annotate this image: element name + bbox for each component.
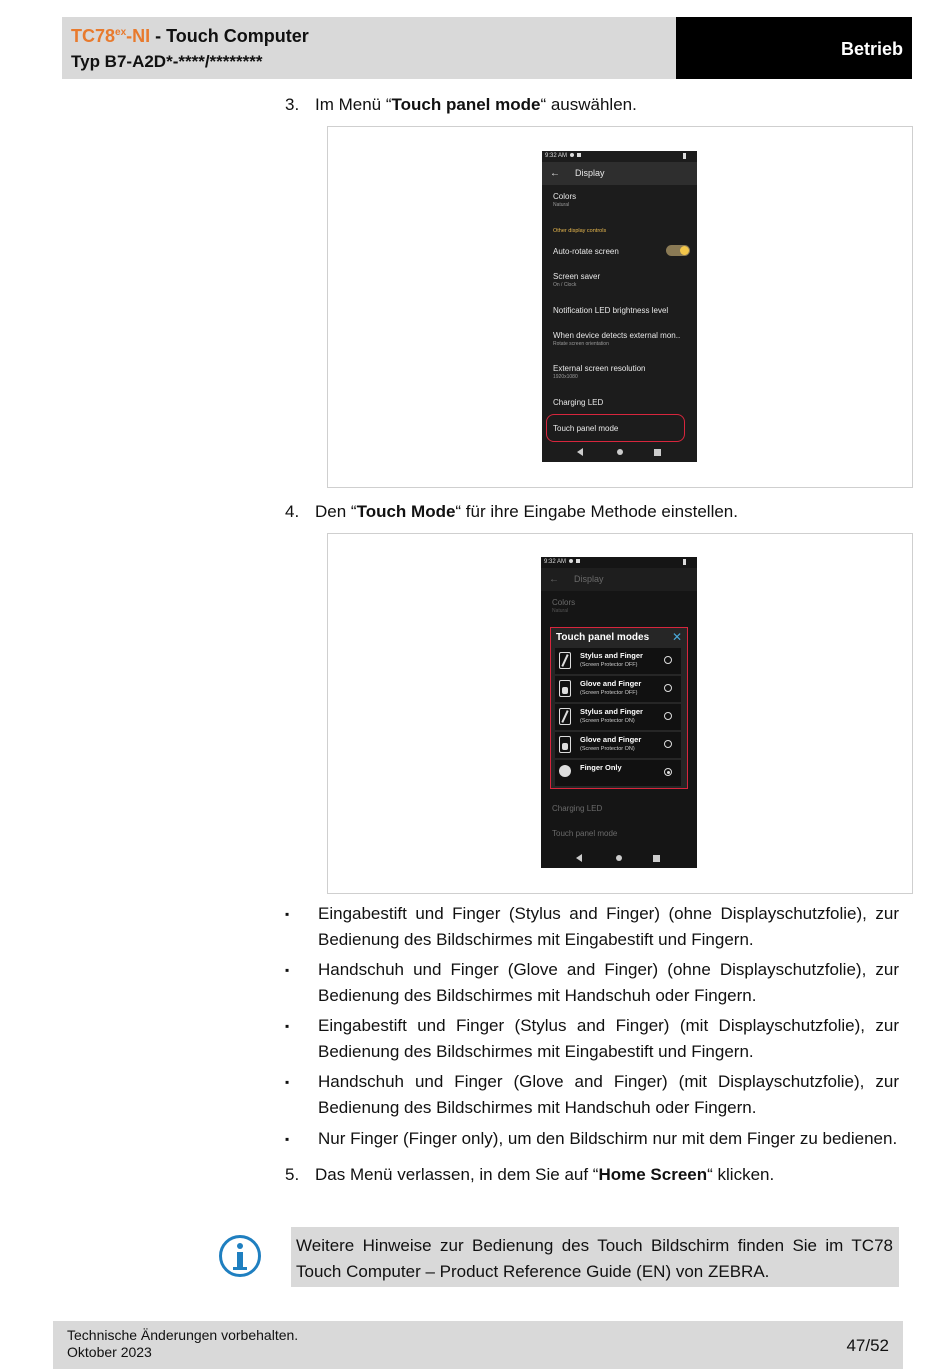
notification-icon	[569, 559, 573, 563]
app-bar-title: Display	[574, 574, 604, 584]
status-time: 9:32 AM	[544, 559, 567, 565]
close-icon[interactable]: ✕	[671, 630, 682, 644]
option-glove-finger-off[interactable]	[555, 676, 681, 702]
page-number: 47/52	[846, 1336, 889, 1355]
finger-icon	[559, 765, 571, 777]
option-label: Glove and Finger	[580, 679, 642, 688]
step-number: 4.	[285, 502, 300, 521]
pref-touch-panel-mode-dimmed: Touch panel mode	[552, 829, 618, 838]
bullet-text: Nur Finger (Finger only), um den Bildschirm nur mit dem Finger zu bedienen.	[318, 1129, 898, 1148]
option-stylus-finger-on[interactable]	[555, 704, 681, 730]
app-bar-title: Display	[575, 168, 605, 178]
footer-date: Oktober 2023	[67, 1344, 152, 1360]
option-sub: (Screen Protector ON)	[580, 746, 635, 752]
option-label: Glove and Finger	[580, 735, 642, 744]
pref-label: Charging LED	[553, 398, 604, 407]
bullet-text: Eingabestift und Finger (Stylus and Finger) (mit Displayschutzfolie), zur Bedienung des Bildschirmes mit Eingabestift und Fingern.	[318, 1016, 899, 1061]
bullet-marker: ▪	[285, 1132, 290, 1146]
step-bold-text: Touch panel mode	[391, 95, 541, 114]
info-icon-dot	[237, 1243, 243, 1249]
pref-label: Screen saver	[553, 272, 601, 281]
step-bold-text: Home Screen	[598, 1165, 708, 1184]
battery-icon	[683, 153, 686, 159]
glove-icon	[559, 680, 571, 697]
product-type: Typ B7-A2D*-****/********	[71, 52, 263, 71]
info-note-text: Weitere Hinweise zur Bedienung des Touch Bildschirm finden Sie im TC78 Touch Computer – Product Reference Guide (EN) von ZEBRA.	[296, 1236, 893, 1281]
pref-label: External screen resolution	[553, 364, 646, 373]
pref-label: Notification LED brightness level	[553, 306, 669, 315]
step-text: “ für ihre Eingabe Methode einstellen.	[455, 502, 738, 521]
pref-summary: On / Clock	[553, 282, 577, 288]
bullet-item	[285, 957, 899, 1009]
bullet-item	[285, 1126, 899, 1152]
model-superscript: ex	[115, 27, 127, 38]
app-bar	[541, 568, 697, 591]
nav-back-icon[interactable]	[577, 448, 583, 456]
touch-panel-modes-dialog	[550, 627, 688, 789]
status-time: 9:32 AM	[545, 153, 568, 159]
model-suffix: -NI	[126, 26, 151, 46]
bullet-item	[285, 1013, 899, 1065]
nav-bar	[542, 445, 697, 459]
pref-touch-panel-mode[interactable]	[553, 424, 618, 433]
auto-rotate-toggle[interactable]	[666, 245, 690, 256]
nav-home-icon[interactable]	[616, 855, 622, 861]
pref-charging-led[interactable]	[553, 398, 603, 407]
back-arrow-icon: ←	[549, 574, 559, 585]
step-4	[285, 502, 738, 522]
option-label: Finger Only	[580, 763, 622, 772]
battery-icon	[683, 559, 686, 565]
step-text: Das Menü verlassen, in dem Sie auf “	[315, 1165, 599, 1184]
sim-icon	[577, 153, 581, 157]
option-sub: (Screen Protector OFF)	[580, 662, 638, 668]
section-title: Betrieb	[840, 39, 903, 59]
stylus-icon	[559, 708, 571, 725]
radio-button[interactable]	[664, 656, 672, 664]
nav-home-icon[interactable]	[617, 449, 623, 455]
pref-led-brightness[interactable]	[553, 306, 668, 315]
model-rest: - Touch Computer	[150, 26, 309, 46]
pref-colors-dimmed	[552, 598, 575, 614]
status-bar	[541, 557, 697, 568]
status-bar	[542, 151, 697, 162]
bullet-marker: ▪	[285, 1075, 290, 1089]
step-5	[285, 1165, 774, 1185]
step-3	[285, 95, 637, 115]
nav-recents-icon[interactable]	[654, 449, 661, 456]
pref-auto-rotate[interactable]	[553, 247, 619, 256]
pref-label: Touch panel mode	[553, 424, 619, 433]
app-bar	[542, 162, 697, 185]
bullet-item	[285, 1069, 899, 1121]
bullet-marker: ▪	[285, 963, 290, 977]
step-number: 3.	[285, 95, 300, 114]
pref-external-resolution[interactable]	[553, 364, 646, 380]
bullet-text: Eingabestift und Finger (Stylus and Finger) (ohne Displayschutzfolie), zur Bedienung des Bildschirmes mit Eingabestift und Fingern.	[318, 904, 899, 949]
pref-summary: Natural	[552, 608, 569, 614]
back-arrow-icon[interactable]: ←	[550, 168, 560, 179]
pref-screen-saver[interactable]	[553, 272, 600, 288]
nav-back-icon[interactable]	[576, 854, 582, 862]
stylus-icon	[559, 652, 571, 669]
pref-label: Auto-rotate screen	[553, 247, 619, 256]
sim-icon	[576, 559, 580, 563]
pref-label: Colors	[552, 598, 576, 607]
radio-button[interactable]	[664, 740, 672, 748]
phone-screenshot-touch-modes	[541, 557, 697, 868]
bullet-marker: ▪	[285, 907, 290, 921]
pref-label: When device detects external mon..	[553, 331, 681, 340]
option-sub: (Screen Protector ON)	[580, 718, 635, 724]
pref-summary: 1920x1080	[553, 374, 578, 380]
bullet-text: Handschuh und Finger (Glove and Finger) (mit Displayschutzfolie), zur Bedienung des Bildschirmes mit Handschuh oder Fingern.	[318, 1072, 899, 1117]
radio-button-selected[interactable]	[664, 768, 672, 776]
option-label: Stylus and Finger	[580, 651, 643, 660]
option-sub: (Screen Protector OFF)	[580, 690, 638, 696]
bullet-text: Handschuh und Finger (Glove and Finger) (ohne Displayschutzfolie), zur Bedienung des Bildschirmes mit Handschuh oder Fingern.	[318, 960, 899, 1005]
option-glove-finger-on[interactable]	[555, 732, 681, 758]
glove-icon	[559, 736, 571, 753]
option-label: Stylus and Finger	[580, 707, 643, 716]
nav-bar	[541, 851, 697, 865]
step-text: Im Menü “	[315, 95, 392, 114]
radio-button[interactable]	[664, 684, 672, 692]
step-number: 5.	[285, 1165, 300, 1184]
pref-charging-led-dimmed: Charging LED	[552, 804, 603, 813]
info-icon	[219, 1235, 261, 1277]
dialog-title: Touch panel modes	[556, 632, 650, 643]
option-finger-only[interactable]	[555, 760, 681, 786]
pref-category: Other display controls	[553, 228, 607, 234]
pref-summary: Rotate screen orientation	[553, 341, 609, 347]
bullet-item	[285, 901, 899, 953]
phone-screenshot-display	[542, 151, 697, 462]
step-text: “ auswählen.	[540, 95, 637, 114]
radio-button[interactable]	[664, 712, 672, 720]
notification-icon	[570, 153, 574, 157]
pref-label: Colors	[553, 192, 577, 201]
nav-recents-icon[interactable]	[653, 855, 660, 862]
footer-disclaimer: Technische Änderungen vorbehalten.	[67, 1327, 299, 1343]
step-text: Den “	[315, 502, 357, 521]
info-icon-base	[233, 1267, 247, 1270]
step-bold-text: Touch Mode	[356, 502, 456, 521]
pref-summary: Natural	[553, 202, 570, 208]
bullet-marker: ▪	[285, 1019, 290, 1033]
option-stylus-finger-off[interactable]	[555, 648, 681, 674]
pref-external-monitor[interactable]	[553, 331, 680, 347]
product-title	[71, 26, 309, 47]
step-text: “ klicken.	[707, 1165, 775, 1184]
model-prefix: TC78	[71, 26, 116, 46]
pref-colors[interactable]	[553, 192, 576, 208]
